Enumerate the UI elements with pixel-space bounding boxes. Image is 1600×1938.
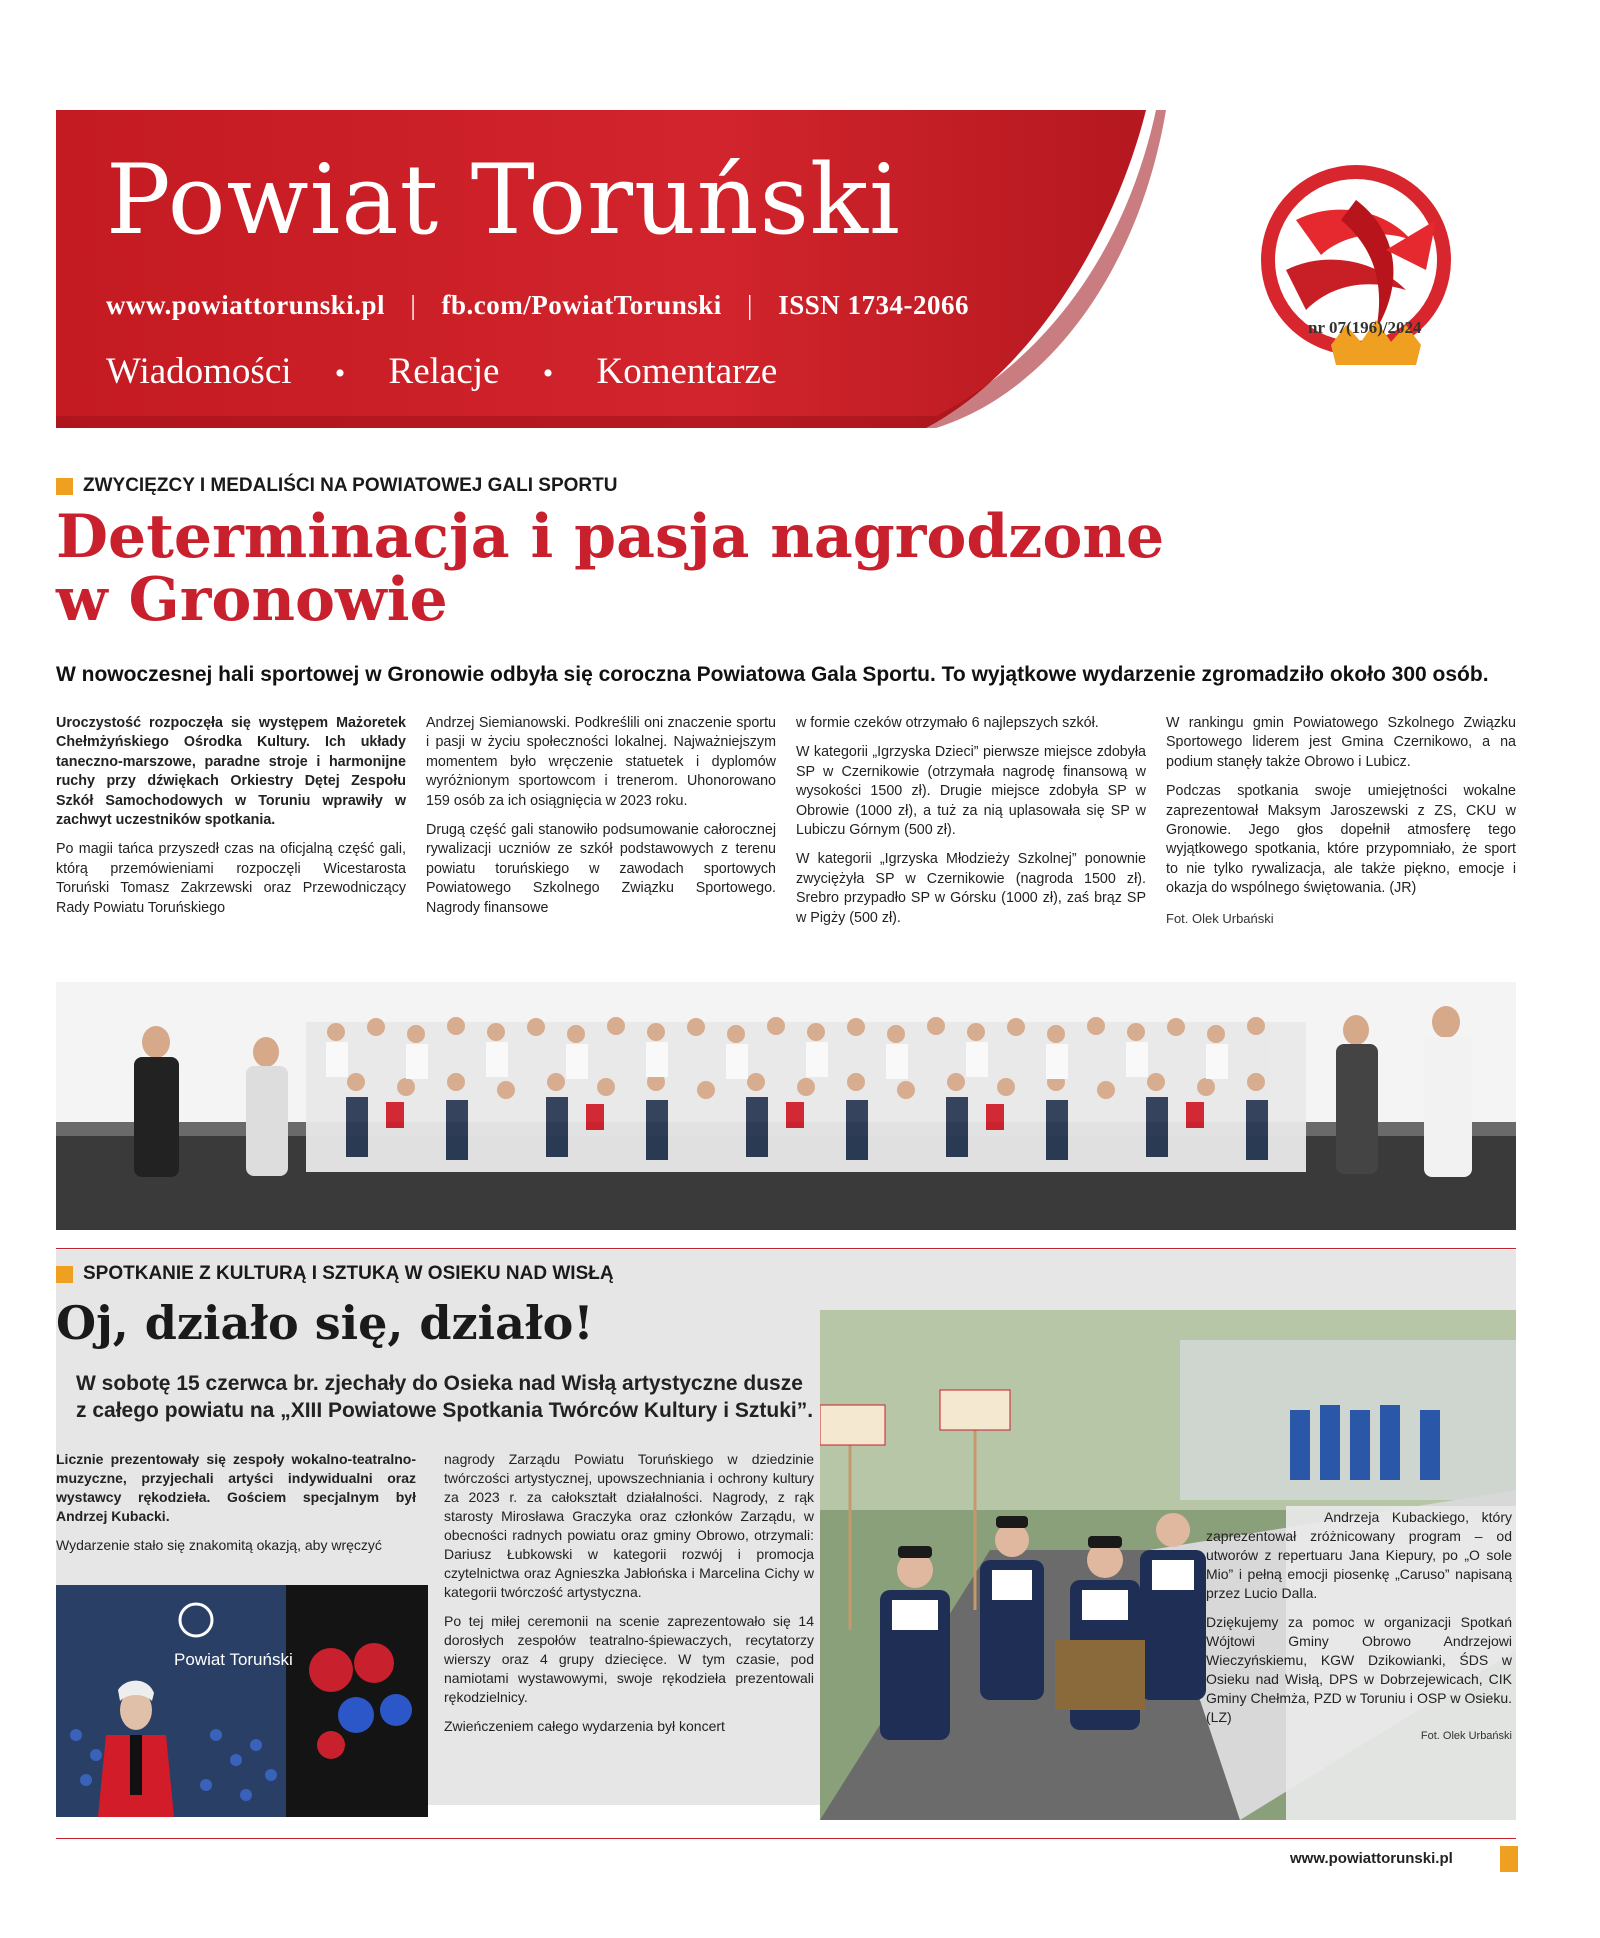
paragraph: W kategorii „Igrzyska Dzieci” pierwsze miejsce zdobyła SP w Czernikowie (otrzymała nagrodę finansową w wysokości 1500 zł). Drugie miejsce zdobyła SP w Obrowie (1000 zł), a tuż za nią uplasowała się SP w Lubiczu Górnym (500 zł). — [796, 744, 1146, 839]
issue-number: nr 07(196)/2024 — [1308, 318, 1422, 337]
paragraph: W rankingu gmin Powiatowego Szkolnego Związku Sportowego liderem jest Gmina Czernikowo, a na podium stanęły także Obrowo i Lubicz. — [1166, 715, 1516, 770]
section-wiadomosci: Wiadomości — [106, 351, 292, 392]
article2-column-2 — [444, 1450, 814, 1746]
paragraph: w formie czeków otrzymało 6 najlepszych szkół. — [796, 715, 1099, 731]
kicker-square-icon — [56, 478, 73, 495]
article2-headline: Oj, działo się, działo! — [56, 1296, 594, 1350]
facebook-link[interactable]: fb.com/PowiatTorunski — [441, 290, 722, 320]
paragraph: Po magii tańca przyszedł czas na oficjalną część gali, którą przemówieniami rozpoczęli Wicestarosta Toruński Tomasz Zakrzewski oraz Przewodniczący Rady Powiatu Toruńskiego — [56, 841, 406, 916]
masthead-sections — [106, 350, 777, 393]
paragraph: Podczas spotkania swoje umiejętności wokalne zaprezentował Maksym Jaroszewski z ZS, CKU w Gronowie. Jego głos dopełnił atmosferę tego wyjątkowego spotkania, które przypomniało, że sport to nie tylko rywalizacja, ale także piękno, emocje i okazja do wspólnego świętowania. (JR) — [1166, 783, 1516, 897]
article1-column-2 — [426, 714, 776, 928]
headline-line: w Gronowie — [56, 565, 448, 635]
section-komentarze: Komentarze — [596, 351, 778, 392]
article1-column-1 — [56, 714, 406, 928]
section-divider — [56, 1248, 1516, 1249]
separator: | — [747, 290, 753, 320]
separator-dot: • — [542, 357, 554, 390]
footer-url[interactable]: www.powiattorunski.pl — [1290, 1850, 1453, 1867]
kicker-square-icon — [56, 1266, 73, 1283]
paragraph: Wydarzenie stało się znakomitą okazją, aby wręczyć — [56, 1537, 382, 1553]
footer-divider — [56, 1838, 1516, 1839]
article2-kicker — [56, 1263, 614, 1285]
article2-lead: W sobotę 15 czerwca br. zjechały do Osieka nad Wisłą artystyczne dusze z całego powiatu na „XIII Powiatowe Spotkania Twórców Kultury i Sztuki”. — [76, 1372, 814, 1422]
article1-column-4 — [1166, 714, 1516, 938]
article1-column-3 — [796, 714, 1146, 938]
paragraph: Drugą część gali stanowiło podsumowanie całorocznej rywalizacji uczniów ze szkół podstawowych z terenu powiatu toruńskiego w zawodach sportowych Powiatowego Szkolnego Związku Sportowego. Nagrody finansowe — [426, 822, 776, 916]
paragraph: Zwieńczeniem całego wydarzenia był koncert — [444, 1718, 725, 1734]
stage-banner-text: Powiat Toruński — [174, 1650, 293, 1669]
paragraph: Dziękujemy za pomoc w organizacji Spotkań Wójtowi Gminy Obrowo Andrzejowi Wieczyńskiemu, KGW Dzikowianki, ŚDS w Osieku nad Wisłą, DPS w Dobrzejewicach, CIK Gminy Chełmża, PZD w Toruniu i OSP w Osieku. (LZ) — [1206, 1614, 1512, 1725]
paragraph: Andrzeja Kubackiego, który zaprezentował zróżnicowany program – od utworów z repertuaru Jana Kiepury, po „O sole Mio” i pełną emocji piosenkę „Caruso” napisaną przez Lucio Dalla. — [1206, 1509, 1512, 1601]
gala-group-photo — [56, 982, 1516, 1230]
paragraph: Po tej miłej ceremonii na scenie zaprezentowało się 14 dorosłych zespołów teatralno-śpiewaczych, recytatorzy wierszy oraz 4 grupy dziecięce. W tym czasie, pod namiotami wystawowymi, swoje rękodzieła prezentowali rękodzielnicy. — [444, 1613, 814, 1705]
kicker-text: SPOTKANIE Z KULTURĄ I SZTUKĄ W OSIEKU NAD WISŁĄ — [83, 1263, 614, 1284]
article1-kicker — [56, 475, 617, 497]
masthead-title: Powiat Toruński — [106, 144, 901, 256]
paragraph: Andrzej Siemianowski. Podkreślili oni znaczenie sportu i pasji w życiu społeczności lokalnej. Najważniejszym momentem było wręczenie statuetek i dyplomów wyróżnionym sportowcom i trenerom. Uhonorowano 159 osób za ich osiągnięcia w 2023 roku. — [426, 715, 776, 809]
article2-column-3 — [1206, 1508, 1512, 1756]
paragraph: W kategorii „Igrzyska Młodzieży Szkolnej” ponownie zwyciężyła SP w Czernikowie (nagroda 1500 zł). Srebro przypadło SP w Górsku (1000 zł), zaś brąz SP w Pigży (500 zł). — [796, 851, 1146, 926]
paragraph: Uroczystość rozpoczęła się występem Mażoretek Chełmżyńskiego Ośrodka Kultury. Ich układy taneczno-marszowe, paradne stroje i harmonijne ruchy przy dźwiękach Orkiestry Dętej Zespołu Szkół Samochodowych w Toruniu wprawiły w zachwyt uczestników spotkania. — [56, 715, 406, 829]
paragraph: Licznie prezentowały się zespoły wokalno-teatralno-muzyczne, przyjechali artyści indywidualni oraz wystawcy rękodzieła. Gościem specjalnym był Andrzej Kubacki. — [56, 1451, 416, 1524]
article1-lead: W nowoczesnej hali sportowej w Gronowie odbyła się coroczna Powiatowa Gala Sportu. To wyjątkowe wydarzenie zgromadziło około 300 osób. — [56, 663, 1489, 686]
powiat-logo-icon — [1236, 160, 1486, 400]
photo-credit: Fot. Olek Urbański — [1166, 910, 1274, 926]
section-relacje: Relacje — [388, 351, 500, 392]
separator: | — [410, 290, 417, 320]
photo-credit: Fot. Olek Urbański — [1420, 1730, 1512, 1742]
paragraph: nagrody Zarządu Powiatu Toruńskiego w dziedzinie twórczości artystycznej, upowszechniania i ochrony kultury za 2023 r. za całokształt działalności. Nagrody, z rąk starosty Mirosława Graczyka oraz członków Zarządu, w obecności radnych powiatu oraz gminy Obrowo, otrzymali: Dariusz Łubkowski w kategorii rozwój i promocja czytelnictwa oraz Agnieszka Jabłońska i Marcelina Cichy w kategorii twórczość artystyczna. — [444, 1451, 814, 1600]
separator-dot: • — [334, 357, 346, 390]
article1-headline — [56, 502, 1165, 635]
website-link[interactable]: www.powiattorunski.pl — [106, 290, 386, 320]
headline-line: Determinacja i pasja nagrodzone — [56, 502, 1165, 572]
singer-stage-photo — [56, 1585, 428, 1817]
issn-label: ISSN 1734-2066 — [778, 290, 969, 320]
kicker-text: ZWYCIĘZCY I MEDALIŚCI NA POWIATOWEJ GALI SPORTU — [83, 475, 618, 496]
article2-column-1 — [56, 1450, 416, 1565]
masthead-links — [106, 290, 969, 321]
footer-accent — [1500, 1846, 1518, 1872]
